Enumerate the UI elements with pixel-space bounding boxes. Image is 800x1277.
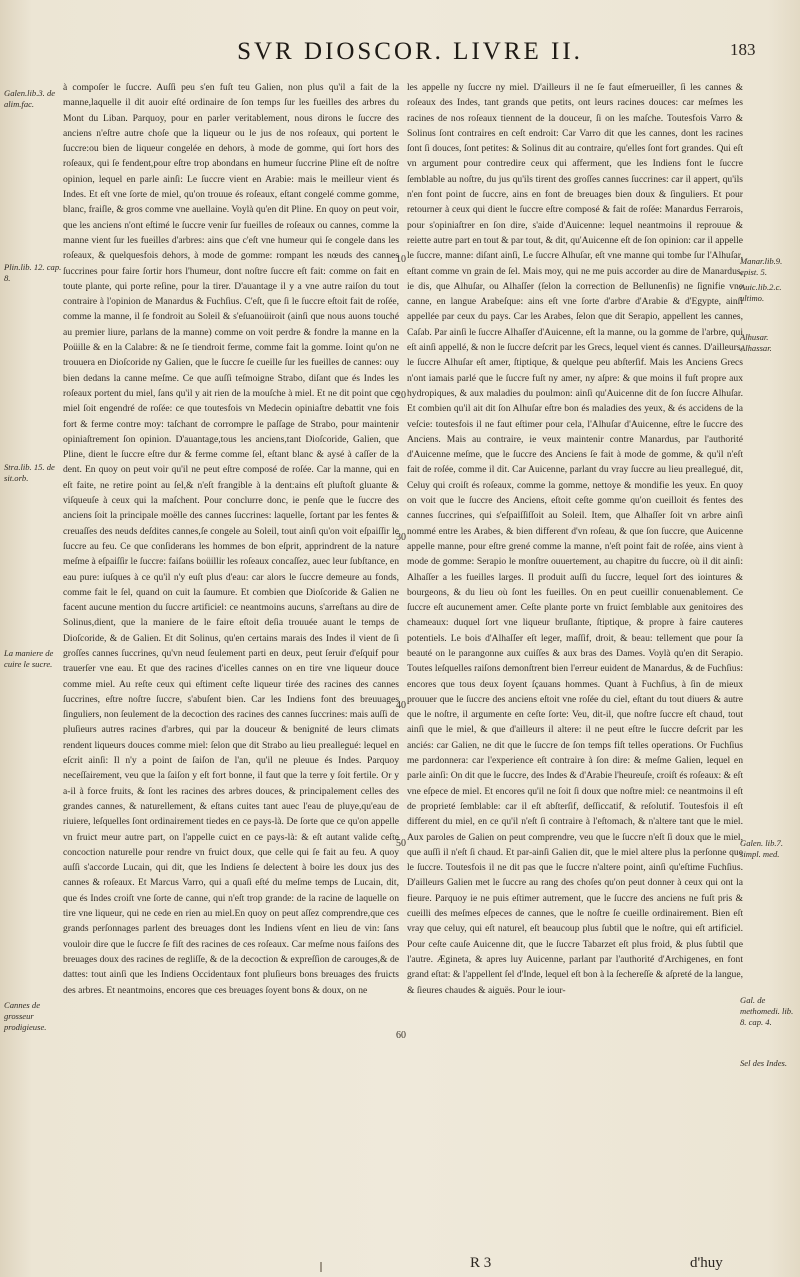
margin-note-right-5: Gal. de methomedi. lib. 8. cap. 4. <box>740 995 794 1027</box>
margin-note-right-6: Sel des Indes. <box>740 1058 788 1068</box>
line-number: 20 <box>396 390 406 401</box>
right-column-text: les appelle ny ſuccre ny miel. D'ailleurs il ne ſe faut eſmerueiller, ſi les cannes & roſeaux des Indes, tant grands que petits, ont leurs racines douces: car meſmes les racines de nos roſeaux tiennent de la douceur, ſi on les maſche. Toutesfois Varro & Solinus ſont contraires en ceſt endroit: Car Varro dit que les cannes, dont les racines ſont ſi douces, ſont petites: & Solinus dit au contraire, qu'elles ſont fort grandes. Qui eſt vn argument pour contredire ceux qui afferment, que les Indiens font le ſuccre ſemblable au noſtre, du jus qu'ils tirent des groſſes cannes ſuccrines: car il appert, qu'ils n'en font point de ſuccre, ains en font de breuages bien doux & ſinguliers. Et pour retourner à ceux qui dient le ſuccre eſtre composé & fait de roſée: Manardus Ferrarois, pour s'opiniaſtrer en ſon dire, s'aide d'Auicenne: lequel neantmoins il reprouue & reiette autre part en tout & par tout, & dit, qu'Auicenne eſt de ſon opinion: car il appelle le ſuccre, manne: diſant ainſi, Le ſuccre Alhuſar, eſt vne manne qui tombe ſur l'Alhuſar, eſtant comme vn grain de ſel. Mais moy, qui ne me puis accorder au dire de Manardus, ie dis, que Alhuſar, ou Alhaſſer (ſelon la correction de Bellunenſis) ne ſignifie vne canne, en langue Arabeſque: ains eſt vne ſorte d'arbre d'Arabie & d'Egypte, ainſi appellée par ceux du pays. Car les Arabes, ſelon que dit Serapio, appellent les cannes, Caſab. Par ainſi le ſuccre Alhaſſer d'Auicenne, eſt la manne, ou la gomme de l'arbre, qui eſt ainſi appellé, & non le ſuccre deſcrit par les Grecs, lequel vient és cannes. D'ailleurs, le ſuccre Alhuſar eſt amer, ſtiptique, & quelque peu abſterſif. Mais les Anciens Grecs n'ont iamais parlé que le ſuccre fuſt ny amer, ny aſpre: & que moins il fuſt propre aux hydropiques, & aux maladies du poulmon: ainſi qu'Auicenne dit de ſon ſuccre Alhuſar. Et combien qu'il ait dit ſon Alhuſar eſtre bon és maladies des yeux, & és accidens de la veſcie: toutesfois il ne faut eſtimer pour cela, l'Alhuſar d'Auicenne, eſtre le ſuccre des Anciens. Mais au contraire, ie veux maintenir contre Manardus, par l'authorité d'Auicenne meſme, que le ſuccre des Anciens ſe fait à mode de gomme, & qu'il n'eſt fait de roſée, comme il dit. Car Auicenne, parlant du vray ſuccre au lieu preallegué, dit, Celuy qui croiſt és roſeaux, comme la gomme, nettoye & mondifie les yeux. En quoy on voit que le ſuccre des Anciens, eſtoit ceſte gomme qu'on cueilloit és fentes des cannes ſuccrines, qui s'eſpaiſſiſſoit au Soleil. Item, que Alhaſſer ſoit vn arbre ainſi nommé entre les Arabes, & bien different d'vn roſeau, & que ſon ſuccre, que Auicenne appelle manne, pour eſtre grené comme la manne, n'eſt point fait de roſée, ains vient à mode de gomme: Serapio le monſtre ouuertement, au chapitre du ſuccre, où il dit ainſi: Alhaſſer a les fueilles larges. Il produit auſſi du ſuccre, lequel ſort des iointures & bourgeons, & du lieu où ſont les fueilles. On en peut cueillir conuenablement. Ce ſuccre eſt aucunement amer. Ceſte plante porte vn fruict ſemblable aux genitoires des chameaux: duquel ſort vne liqueur bruſlante, ſtiptique, & propre à faire cauteres potentiels. Le bois d'Alhaſſer eſt leger, maſſif, droit, & beau: tellement que pour ſa beauté on le parangonne aux cuiſſes & aux bras des Dames. Voylà qu'en dit Serapio. Toutes leſquelles raiſons demonſtrent bien l'erreur euident de Manardus, & de Fuchſius: encores que tous deux ſoyent ſçauans hommes. Quant à Fuchſius, à ſin de mieux prouuer que le ſuccre des anciens eſtoit vne roſée du ciel, eſtant du tout diuers & autre que le noſtre, il argumente en ceſte ſorte: Veu, dit-il, que noſtre ſuccre eſt chaud, tout ainſi que le miel, & que d'ailleurs il altere: il ne peut eſtre le ſuccre deſcrit par les anciés: car Galien, ne dit que le ſuccre de ſon temps fiſt telles operations. Or Fuchſius me pardonnera: car l'experience eſt contraire à ſon dire: & meſme Galien, lequel en parle ainſi: On dit que le ſuccre, des Indes & d'Arabie l'heureuſe, croiſt és roſeaux: & eſt vne eſpece de miel. Et encores qu'il ne ſoit ſi doux que noſtre miel: ce neantmoins il eſt de proprieté ſemblable: car il eſt abſterſif, deſſiccatif, & reſolutif. Toutesfois il eſt different du miel, en ce qu'il n'eſt ſi contraire à l'eſtomach, & n'altere tant que le miel. Aux paroles de Galien on peut comprendre, veu que le ſuccre n'eſt ſi doux que le miel, que auſſi il n'eſt ſi chaud. Et par-ainſi Galien dit, que le miel altere plus la perſonne que le ſuccre. Toutesfois il ne dit pas que le ſuccre n'altere point, ainſi qu'eſtime Fuchſius. D'ailleurs Galien met le ſuccre au rang des choſes qu'on peut donner à ceux qui ont la fieure. Parquoy ie ne puis eſtimer autrement, que le ſuccre des anciens ne fuſt pris & cueilli des meſmes eſpeces de cannes, que le noſtre ſe cueille ordinairement. Bien eſt vray que celuy, qui eſt naturel, eſt beaucoup plus ſubtil que le noſtre, qui eſt artificiel. Pour ceſte cauſe Auicenne dit, que le ſuccre Tabarzet eſt plus froid, & plus ſubtil que l'autre. Ægineta, & apres luy Auicenne, parlant par l'authorité d'Archigenes, en font grand eſtat: & l'appellent ſel d'Inde, lequel eſt bon à la ſechereſſe & aſpreté de la langue, & ſieures chaudes & aiguës. Pour le iour- <box>407 82 743 996</box>
margin-note-left-3: Stra.lib. 15. de sit.orb. <box>4 462 55 483</box>
margin-note-right-2: Auic.lib.2.c. ultimo. <box>740 282 782 303</box>
margin-note-left-1: Galen.lib.3. de alim.fac. <box>4 88 56 109</box>
right-text-column <box>407 80 743 998</box>
bottom-bleed-mark <box>320 1262 328 1272</box>
margin-note-left-5: Cannes de grosseur prodigieuse. <box>4 1000 47 1032</box>
left-column-text: à compoſer le ſuccre. Auſſi peu s'en fuſt teu Galien, non plus qu'il a fait de la manne,laquelle il dit auoir eſté ordinaire de ſon temps ſur les fueilles des arbres du Mont du Liban. Parquoy, pour en parler veritablement, nous dirons le ſuccre des anciens n'eſtre autre choſe que la liqueur ou le jus de nos roſeaux, qui portent le ſuccre:ou bien de liqueur congelée en dehors, à mode de gomme, qui ſort hors des roſeaux, qui ſe fendent,pour eſtre trop abondans en humeur ſuccrine Pline eſt de noſtre opinion, lequel en parle ainſi: Le ſuccre vient en Arabie: mais le meilleur vient és Indes. Et eſt vne ſorte de miel, qu'on trouue és roſeaux, eſtant congelé comme gomme, blanc, fraiſle, & gros comme vne auellaine. Voylà qu'en dit Pline. En quoy on peut voir, que les anciens n'ont eſtimé le ſuccre venir ſur fueilles de roſeaux ou cannes, comme la manne vient ſur les fueilles d'arbres: ains que c'eſt vne humeur qui ſe congele dans les roſeaux, & quelquesfois dehors, à mode de gomme: rompant les nœuds des cannes ſuccrines pour faire ſortir hors l'humeur, dont noſtre ſuccre eſt fait: comme on fait en toute plante, qui porte reſine, pour la tirer. D'auantage il y a vne autre raiſon du tout contraire à l'opinion de Manardus & Fuchſius. C'eſt, que ſi le ſuccre eſtoit fait de roſée, comme la manne, il ſe fondroit au Soleil & s'eſuanoüiroit (ainſi que nous auons touché au premier liure, parlans de la manne) comme on voit perdre & fondre la manne en la Poüille & en la Calabre: & ne ſe tiendroit ferme, comme fait la gomme. Ioint qu'on ne trouuera en Dioſcoride ny Galien, que le ſuccre ſe cueille ſur les fueilles de cannes: ouy bien dedans la canne meſme. Ce que auſſi teſmoigne Strabo, diſant que és Indes les roſeaux portent du miel, ſans qu'il y ait rien de la mouſche à miel. Et ne dit point que ce miel ſoit engendré de roſée: ce que toutesfois vn Medecin opiniaſtre debattit vne fois fort & ferme contre moy: taſchant de corrompre le paſſage de Strabo, pour maintenir opiniaſtrement ſon opinion. D'auantage,tous les anciens,tant Dioſcoride, Galien, que Pline, dient le ſuccre eſtre dur & ferme comme ſel, eſtant blanc & aysé à caſſer de la dent. En quoy on peut voir qu'il ne peut eſtre composé de roſée. Car la manne, qui en eſt faite, ne retire point au ſel,& n'eſt frangible à la dent:ains eſt pluſtoſt gluante & viſqueuſe à ceux qui la maſchent. Pour conclurre donc, ie penſe que le ſuccre des anciens ſoit la principale moëlle des cannes ſuccrines: laquelle, ſortant par les fentes & creuaſſes des neuds deſdites cannes,ſe congele au Soleil, tout ainſi qu'on voit eſpaiſſir le ſuccre au feu. Ce que conſiderans les hommes de bon eſprit, apprindrent de la nature meſme à eſpaiſſir le ſuccre: faiſans boüillir les roſeaux concaſſez, auec leur ſubſtance, en eau pure: iuſques à ce qu'il n'y euſt plus d'eau: car alors le ſuccre demeure au fonds, comme fait le ſel, quand on cuit la ſaumure. Et combien que Dioſcoride & Galien ne facent aucune mention du ſuccre artificiel: ce neantmoins aucuns, s'arreſtans au dire de Solinus,dient, que la maniere de le faire eſtoit deſia trouuée auant le temps de Dioſcoride, & de Galien. Et dit Solinus, qu'en certains marais des Indes il vient de ſi groſſes cannes ſuccrines, qu'vn neud ſeulement parti en deux, peut ſeruir d'eſquif pour trauerſer vne eau. Et que des racines d'icelles cannes on en tire vne liqueur douce comme miel. Au reſte ceux qui eſtiment ceſte liqueur tirée des racines des cannes ſuccrines, eſtre noſtre ſuccre, s'abuſent bien. Car les Indiens font des breuuages ſinguliers, non ſeulement de la decoction des racines des cannes ſuccrines: mais auſſi de pluſieurs autres racines d'arbres, qui par la douceur & benignité de leurs climats rendent liqueurs douces comme miel: ſelon que dit Strabo au lieu preallegué: lequel en eſcrit ainſi: Il n'y a point de ſaiſon de l'an, qu'il ne pleuue és Indes. Parquoy neceſſairement, veu que la ſaiſon y eſt fort bonne, il faut que la terre y ſoit fertile. Or y a-il à force fruits, & ſont les racines des arbres douces, & principalement celles des grandes cannes, & naturellement, & eſtans cuites tant auec l'eau de pluye,qu'eau de riuiere, leſquelles ſont ordinairement tiedes en ce pays-là. De ſorte que ce qu'on appelle vn fruict meur autre part, on l'appelle cuict en ce pays-là: & eſt autant valide ceſte concoction naturelle pour rendre vn fruict doux, que celle qui ſe fait au feu. A quoy auſſi s'accorde Lucain, qui dit, que les Indiens ſe delectent à boire les doux jus des cannes & roſeaux. Et Marcus Varro, qui a quaſi eſté du meſme temps de Lucain, dit, que és Indes croiſt vne ſorte de canne, qui n'eſt trop grande: de la racine de laquelle on tire vne liqueur, qui ne cede en rien au miel.En quoy on peut aſſez comprendre,que ces grands perſonnages parlent des breuages dont les Indiens vſent en lieu de vin: ſans vouloir dire que le ſuccre ſe fiſt des racines de ces roſeaux. Car meſme nous faiſons des breuages doux des racines de regliſſe, & de la decoction & expreſſion de carouges,& de dattes: tout ainſi que les Indiens Occidentaux font pluſieurs bons breuages des fruicts des arbres. Et neantmoins, encores que ces breuages ſoyent bons & doux, on ne <box>63 82 399 996</box>
signature-mark: R 3 <box>470 1255 492 1271</box>
line-number: 40 <box>396 700 406 711</box>
line-number: 60 <box>396 1030 406 1041</box>
margin-note-left-2: Plin.lib. 12. cap. 8. <box>4 262 62 283</box>
line-number: 50 <box>396 838 406 849</box>
left-text-column <box>63 80 399 998</box>
line-number: 10 <box>396 254 406 265</box>
running-header: SVR DIOSCOR. LIVRE II. <box>237 38 583 65</box>
catchword: d'huy <box>690 1255 723 1271</box>
margin-note-left-4: La maniere de cuire le sucre. <box>4 648 54 669</box>
line-number: 30 <box>396 532 406 543</box>
margin-note-right-4: Galen. lib.7. simpl. med. <box>740 838 783 859</box>
margin-note-right-3: Alhusar. Alhassar. <box>740 332 772 353</box>
margin-note-right-1: Manar.lib.9. epist. 5. <box>740 256 783 277</box>
page-number: 183 <box>730 40 756 59</box>
